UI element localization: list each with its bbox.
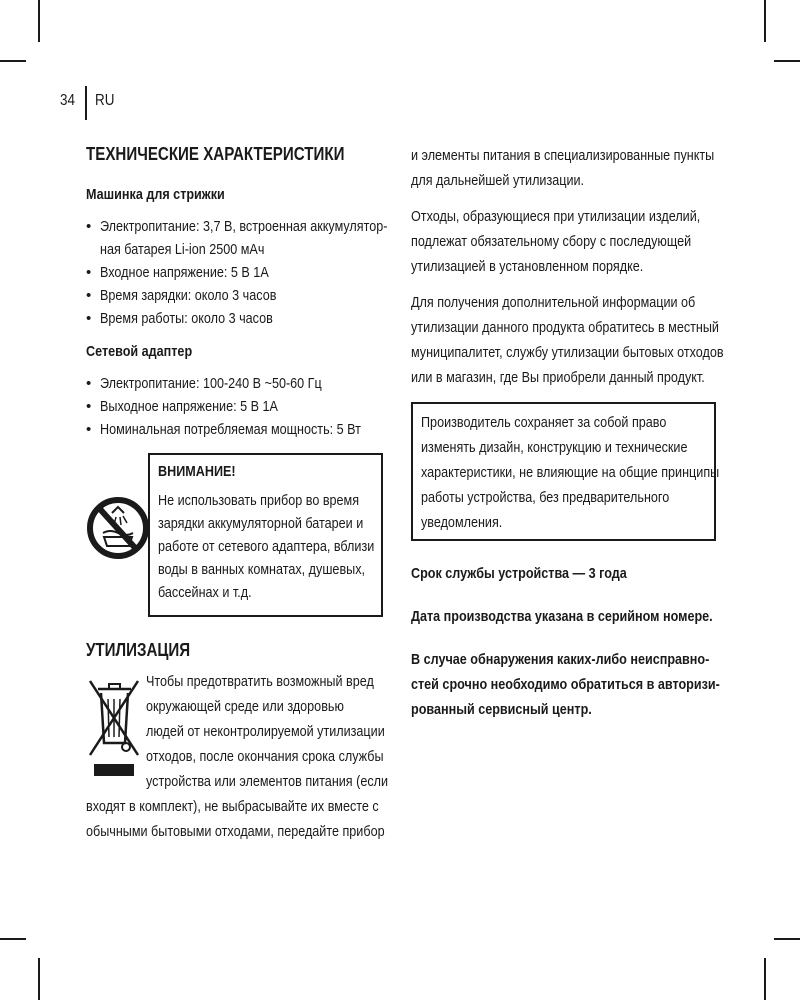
warning-line: Не использовать прибор во время xyxy=(158,492,360,509)
service-life: Срок службы устройства — 3 года xyxy=(411,565,627,582)
disposal-line: окружающей среде или здоровью xyxy=(146,698,344,715)
crop-mark xyxy=(764,0,766,42)
disposal-continuation: и элементы питания в специализированные пункты для дальнейшей утилизации. xyxy=(411,147,715,189)
disposal-line: Чтобы предотвратить возможный вред xyxy=(146,673,374,690)
crop-mark xyxy=(38,0,40,42)
warning-line: воды в ванных комнатах, душевых, xyxy=(158,561,365,578)
list-item: • Номинальная потребляемая мощность: 5 Вт xyxy=(86,418,388,441)
list-item: • Выходное напряжение: 5 В 1А xyxy=(86,395,388,418)
list-item: • Электропитание: 100-240 В ~50-60 Гц xyxy=(86,372,388,395)
crop-mark xyxy=(774,60,800,62)
list-item: • Время работы: около 3 часов xyxy=(86,307,388,330)
disposal-heading: УТИЛИЗАЦИЯ xyxy=(86,640,191,660)
warning-section xyxy=(86,453,388,619)
crop-mark xyxy=(764,958,766,1000)
disposal-section xyxy=(86,669,388,844)
no-bath-icon xyxy=(86,483,150,573)
warning-line: бассейнах и т.д. xyxy=(158,584,252,601)
page-divider xyxy=(85,86,87,120)
more-info-paragraph: Для получения дополнительной информации об утилизации данного продукта обратитесь в местный муниципалитет, службу утилизации бытовых отходов или в магазин, где Вы приобрели данный продукт. xyxy=(411,294,724,386)
warning-line: работе от сетевого адаптера, вблизи xyxy=(158,538,375,555)
disposal-line: входят в комплект), не выбрасывайте их вместе с xyxy=(86,798,379,815)
disposal-line: обычными бытовыми отходами, передайте прибор xyxy=(86,823,385,840)
production-date: Дата производства указана в серийном номере. xyxy=(411,608,713,625)
crop-mark xyxy=(774,938,800,940)
adapter-specs-list xyxy=(86,372,388,441)
list-item: • Электропитание: 3,7 В, встроенная аккумулятор- ная батарея Li-ion 2500 мАч xyxy=(86,215,388,261)
crossed-bin-icon xyxy=(88,675,140,779)
adapter-subheading: Сетевой адаптер xyxy=(86,343,193,360)
crop-mark xyxy=(38,958,40,1000)
crop-mark xyxy=(0,938,26,940)
warning-title: ВНИМАНИЕ! xyxy=(158,463,236,480)
page-language: RU xyxy=(95,92,115,109)
list-item: • Входное напряжение: 5 В 1А xyxy=(86,261,388,284)
list-item: • Время зарядки: около 3 часов xyxy=(86,284,388,307)
manufacturer-notice-box xyxy=(411,402,720,541)
disposal-line: устройства или элементов питания (если xyxy=(146,773,389,790)
right-column xyxy=(411,143,724,740)
malfunction-notice: В случае обнаружения каких-либо неисправно- стей срочно необходимо обратиться в авторизи- рованный сервисный центр. xyxy=(411,651,720,718)
waste-collection-paragraph: Отходы, образующиеся при утилизации изделий, подлежат обязательному сбору с последующей утилизацией в установленном порядке. xyxy=(411,208,701,275)
left-column xyxy=(86,143,388,844)
warning-line: зарядки аккумуляторной батареи и xyxy=(158,515,364,532)
warning-box xyxy=(148,453,383,617)
clipper-subheading: Машинка для стрижки xyxy=(86,186,225,203)
page-number: 34 xyxy=(60,92,75,109)
crop-mark xyxy=(0,60,26,62)
tech-specs-heading: ТЕХНИЧЕСКИЕ ХАРАКТЕРИСТИКИ xyxy=(86,144,345,164)
disposal-line: людей от неконтролируемой утилизации xyxy=(146,723,385,740)
disposal-line: отходов, после окончания срока службы xyxy=(146,748,384,765)
notice-text: Производитель сохраняет за собой право изменять дизайн, конструкцию и технические характеристики, не влияющие на общие принципы работы устройства, без предварительного уведомления. xyxy=(421,414,720,531)
clipper-specs-list xyxy=(86,215,388,330)
